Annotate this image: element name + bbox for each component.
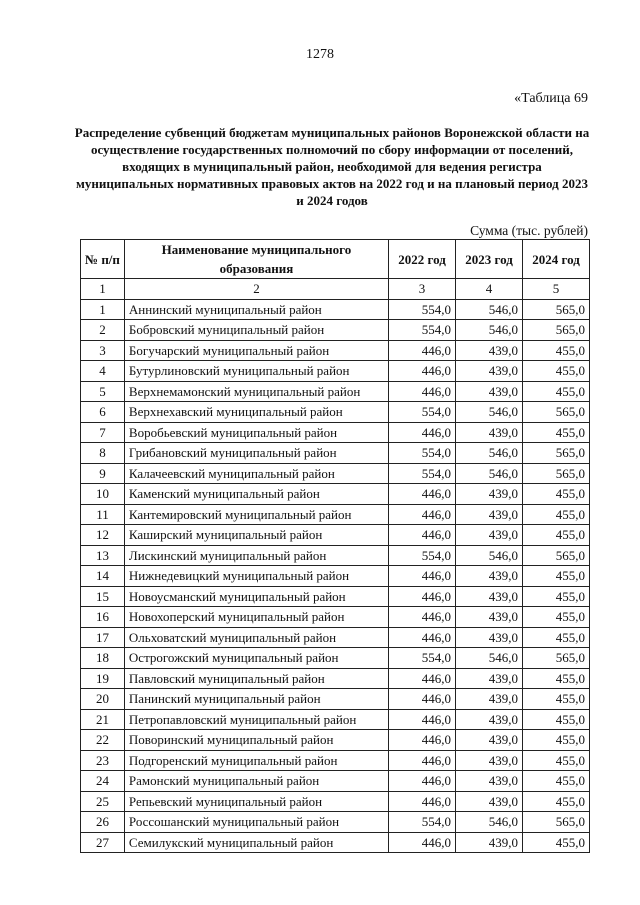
row-number: 26 <box>81 812 125 833</box>
row-value-2023: 439,0 <box>456 668 523 689</box>
column-index: 1 <box>81 279 125 300</box>
table-row <box>81 750 590 771</box>
row-value-2022: 554,0 <box>389 443 456 464</box>
table-row <box>81 730 590 751</box>
row-district-name: Семилукский муниципальный район <box>124 832 388 853</box>
row-value-2022: 446,0 <box>389 381 456 402</box>
row-value-2022: 446,0 <box>389 689 456 710</box>
row-number: 11 <box>81 504 125 525</box>
row-value-2022: 554,0 <box>389 320 456 341</box>
row-district-name: Верхнемамонский муниципальный район <box>124 381 388 402</box>
row-value-2024: 455,0 <box>523 340 590 361</box>
row-number: 15 <box>81 586 125 607</box>
column-index: 5 <box>523 279 590 300</box>
row-value-2024: 455,0 <box>523 791 590 812</box>
row-number: 9 <box>81 463 125 484</box>
row-district-name: Ольховатский муниципальный район <box>124 627 388 648</box>
row-value-2024: 565,0 <box>523 299 590 320</box>
row-value-2024: 455,0 <box>523 607 590 628</box>
table-row <box>81 381 590 402</box>
table-row <box>81 648 590 669</box>
row-number: 8 <box>81 443 125 464</box>
row-value-2023: 439,0 <box>456 832 523 853</box>
table-row <box>81 525 590 546</box>
row-district-name: Репьевский муниципальный район <box>124 791 388 812</box>
row-district-name: Кантемировский муниципальный район <box>124 504 388 525</box>
row-value-2023: 439,0 <box>456 525 523 546</box>
row-district-name: Рамонский муниципальный район <box>124 771 388 792</box>
row-value-2022: 446,0 <box>389 586 456 607</box>
row-number: 13 <box>81 545 125 566</box>
row-district-name: Калачеевский муниципальный район <box>124 463 388 484</box>
row-value-2023: 439,0 <box>456 689 523 710</box>
row-value-2024: 455,0 <box>523 627 590 648</box>
row-district-name: Поворинский муниципальный район <box>124 730 388 751</box>
row-value-2023: 439,0 <box>456 422 523 443</box>
table-row <box>81 832 590 853</box>
table-row <box>81 504 590 525</box>
row-district-name: Бобровский муниципальный район <box>124 320 388 341</box>
table-row <box>81 361 590 382</box>
row-value-2024: 455,0 <box>523 586 590 607</box>
table-row <box>81 422 590 443</box>
row-value-2022: 446,0 <box>389 771 456 792</box>
row-value-2022: 446,0 <box>389 627 456 648</box>
row-number: 22 <box>81 730 125 751</box>
row-value-2022: 446,0 <box>389 607 456 628</box>
row-value-2022: 446,0 <box>389 504 456 525</box>
row-district-name: Панинский муниципальный район <box>124 689 388 710</box>
row-value-2024: 565,0 <box>523 648 590 669</box>
table-row <box>81 689 590 710</box>
row-district-name: Лискинский муниципальный район <box>124 545 388 566</box>
row-value-2022: 446,0 <box>389 791 456 812</box>
table-row <box>81 566 590 587</box>
row-value-2024: 455,0 <box>523 361 590 382</box>
row-value-2023: 439,0 <box>456 750 523 771</box>
row-value-2024: 565,0 <box>523 402 590 423</box>
row-number: 23 <box>81 750 125 771</box>
row-value-2023: 546,0 <box>456 443 523 464</box>
row-value-2023: 439,0 <box>456 566 523 587</box>
row-value-2023: 439,0 <box>456 627 523 648</box>
row-number: 27 <box>81 832 125 853</box>
table-label: «Таблица 69 <box>514 91 588 106</box>
table-header-row <box>81 240 590 279</box>
row-value-2023: 439,0 <box>456 607 523 628</box>
row-number: 10 <box>81 484 125 505</box>
table-row <box>81 627 590 648</box>
row-value-2023: 546,0 <box>456 812 523 833</box>
column-index: 2 <box>124 279 388 300</box>
row-value-2024: 565,0 <box>523 320 590 341</box>
row-value-2024: 455,0 <box>523 381 590 402</box>
column-index: 3 <box>389 279 456 300</box>
row-number: 18 <box>81 648 125 669</box>
table-body <box>81 299 590 853</box>
row-value-2024: 455,0 <box>523 504 590 525</box>
row-value-2022: 446,0 <box>389 750 456 771</box>
row-district-name: Каменский муниципальный район <box>124 484 388 505</box>
row-number: 21 <box>81 709 125 730</box>
row-value-2022: 554,0 <box>389 545 456 566</box>
row-value-2023: 439,0 <box>456 504 523 525</box>
row-number: 14 <box>81 566 125 587</box>
row-number: 7 <box>81 422 125 443</box>
row-value-2024: 455,0 <box>523 689 590 710</box>
row-district-name: Новохоперский муниципальный район <box>124 607 388 628</box>
row-number: 19 <box>81 668 125 689</box>
row-value-2023: 439,0 <box>456 586 523 607</box>
row-value-2024: 455,0 <box>523 730 590 751</box>
row-value-2023: 546,0 <box>456 402 523 423</box>
row-number: 5 <box>81 381 125 402</box>
header-number: № п/п <box>81 240 125 279</box>
document-title: Распределение субвенций бюджетам муниципальных районов Воронежской области на осуществление государственных полномочий по сбору информации от поселений, входящих в муниципальный район, необходимой для ведения регистра муниципальных нормативных правовых актов на 2022 год и на плановый период 2023 и 2024 годов <box>74 125 590 208</box>
row-district-name: Новоусманский муниципальный район <box>124 586 388 607</box>
row-value-2024: 565,0 <box>523 443 590 464</box>
row-value-2023: 546,0 <box>456 545 523 566</box>
row-value-2024: 455,0 <box>523 484 590 505</box>
table-row <box>81 299 590 320</box>
row-value-2023: 546,0 <box>456 463 523 484</box>
row-value-2022: 446,0 <box>389 566 456 587</box>
row-value-2023: 439,0 <box>456 361 523 382</box>
row-district-name: Бутурлиновский муниципальный район <box>124 361 388 382</box>
table-row <box>81 791 590 812</box>
header-2022: 2022 год <box>389 240 456 279</box>
column-index: 4 <box>456 279 523 300</box>
row-district-name: Россошанский муниципальный район <box>124 812 388 833</box>
row-district-name: Нижнедевицкий муниципальный район <box>124 566 388 587</box>
header-name: Наименование муниципального образования <box>124 240 388 279</box>
row-district-name: Воробьевский муниципальный район <box>124 422 388 443</box>
row-number: 16 <box>81 607 125 628</box>
row-value-2023: 439,0 <box>456 340 523 361</box>
table-row <box>81 607 590 628</box>
row-district-name: Грибановский муниципальный район <box>124 443 388 464</box>
row-value-2022: 446,0 <box>389 832 456 853</box>
row-value-2024: 455,0 <box>523 750 590 771</box>
row-value-2024: 455,0 <box>523 771 590 792</box>
row-value-2023: 439,0 <box>456 709 523 730</box>
table-row <box>81 320 590 341</box>
row-value-2022: 446,0 <box>389 525 456 546</box>
row-value-2022: 446,0 <box>389 422 456 443</box>
row-district-name: Подгоренский муниципальный район <box>124 750 388 771</box>
row-number: 17 <box>81 627 125 648</box>
row-number: 2 <box>81 320 125 341</box>
row-value-2024: 455,0 <box>523 525 590 546</box>
row-district-name: Острогожский муниципальный район <box>124 648 388 669</box>
row-value-2024: 565,0 <box>523 463 590 484</box>
row-value-2022: 554,0 <box>389 299 456 320</box>
row-value-2024: 455,0 <box>523 566 590 587</box>
row-value-2022: 554,0 <box>389 812 456 833</box>
row-value-2023: 439,0 <box>456 484 523 505</box>
header-2024: 2024 год <box>523 240 590 279</box>
row-value-2023: 439,0 <box>456 381 523 402</box>
row-number: 24 <box>81 771 125 792</box>
row-number: 1 <box>81 299 125 320</box>
subsidy-table <box>80 239 590 853</box>
row-value-2023: 439,0 <box>456 771 523 792</box>
row-number: 4 <box>81 361 125 382</box>
table-row <box>81 545 590 566</box>
row-value-2022: 446,0 <box>389 361 456 382</box>
table-row <box>81 709 590 730</box>
row-number: 6 <box>81 402 125 423</box>
row-district-name: Богучарский муниципальный район <box>124 340 388 361</box>
header-2023: 2023 год <box>456 240 523 279</box>
row-district-name: Каширский муниципальный район <box>124 525 388 546</box>
row-value-2023: 546,0 <box>456 299 523 320</box>
page-number: 1278 <box>306 47 334 62</box>
row-value-2024: 455,0 <box>523 832 590 853</box>
row-value-2022: 446,0 <box>389 340 456 361</box>
row-value-2024: 565,0 <box>523 812 590 833</box>
row-value-2022: 446,0 <box>389 709 456 730</box>
row-value-2023: 546,0 <box>456 648 523 669</box>
column-index-row <box>81 279 590 300</box>
row-value-2022: 446,0 <box>389 484 456 505</box>
row-value-2022: 446,0 <box>389 730 456 751</box>
row-value-2023: 546,0 <box>456 320 523 341</box>
row-district-name: Аннинский муниципальный район <box>124 299 388 320</box>
row-value-2024: 455,0 <box>523 422 590 443</box>
row-value-2022: 554,0 <box>389 648 456 669</box>
table-row <box>81 463 590 484</box>
row-value-2022: 446,0 <box>389 668 456 689</box>
row-value-2022: 554,0 <box>389 463 456 484</box>
row-district-name: Верхнехавский муниципальный район <box>124 402 388 423</box>
row-district-name: Петропавловский муниципальный район <box>124 709 388 730</box>
row-number: 25 <box>81 791 125 812</box>
row-number: 20 <box>81 689 125 710</box>
units-label: Сумма (тыс. рублей) <box>470 223 588 238</box>
row-value-2024: 455,0 <box>523 709 590 730</box>
table-row <box>81 402 590 423</box>
row-value-2023: 439,0 <box>456 730 523 751</box>
row-number: 12 <box>81 525 125 546</box>
table-row <box>81 484 590 505</box>
row-value-2024: 455,0 <box>523 668 590 689</box>
table-row <box>81 812 590 833</box>
table-row <box>81 586 590 607</box>
row-number: 3 <box>81 340 125 361</box>
table-row <box>81 771 590 792</box>
table-row <box>81 668 590 689</box>
row-value-2024: 565,0 <box>523 545 590 566</box>
table-row <box>81 443 590 464</box>
table-row <box>81 340 590 361</box>
row-value-2023: 439,0 <box>456 791 523 812</box>
row-value-2022: 554,0 <box>389 402 456 423</box>
row-district-name: Павловский муниципальный район <box>124 668 388 689</box>
